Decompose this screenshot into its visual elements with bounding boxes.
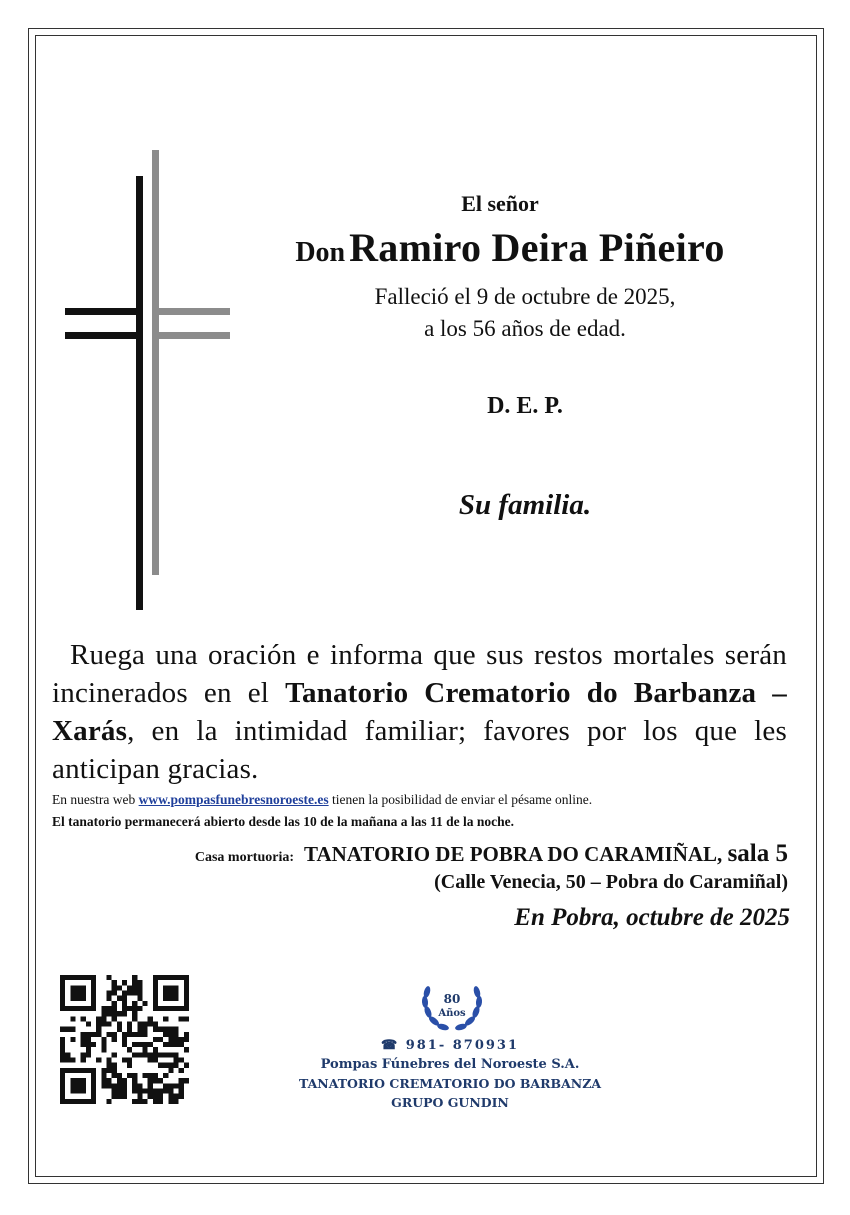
- web-note: [52, 792, 812, 808]
- death-details: [300, 281, 750, 345]
- logo-number: 80: [443, 992, 461, 1006]
- announcement-text-2: , en la intimidad familiar; favores por los que les anticipan gracias.: [52, 715, 787, 785]
- place-date: En Pobra, octubre de 2025: [514, 904, 790, 931]
- footer-phone: [250, 1038, 650, 1053]
- hours-note: El tanatorio permanecerá abierto desde las 10 de la mañana a las 11 de la noche.: [52, 814, 514, 829]
- phone-number[interactable]: 981- 870931: [405, 1038, 520, 1053]
- web-note-suffix: tienen la posibilidad de enviar el pésame online.: [328, 792, 593, 807]
- crematorium-name: Tanatorio Crematorio do Barbanza – Xarás: [52, 677, 787, 747]
- cross-icon: [60, 148, 235, 613]
- family-signature: Su familia.: [458, 489, 592, 521]
- website-link[interactable]: www.pompasfunebresnoroeste.es: [138, 792, 329, 807]
- qr-code[interactable]: [60, 975, 189, 1104]
- web-note-prefix: En nuestra web: [52, 792, 139, 807]
- footer-company: Pompas Fúnebres del Noroeste S.A.: [320, 1057, 580, 1072]
- honorific: Don: [295, 237, 346, 268]
- age: a los 56 años de edad.: [424, 316, 626, 341]
- wake-house-label: Casa mortuoria:: [194, 850, 295, 865]
- logo-word: Años: [438, 1008, 466, 1019]
- laurel-logo: [416, 976, 488, 1036]
- wake-house-room: sala 5: [727, 840, 788, 867]
- death-date: Falleció el 9 de octubre de 2025,: [374, 284, 676, 309]
- footer-group: GRUPO GUNDIN: [391, 1095, 509, 1110]
- announcement-paragraph: [52, 636, 787, 788]
- salutation: El señor: [461, 191, 539, 216]
- full-name: Ramiro Deira Piñeiro: [349, 225, 725, 270]
- wake-house-venue: TANATORIO DE POBRA DO CARAMIÑAL,: [304, 842, 728, 866]
- wake-house: [50, 840, 788, 868]
- footer-crematorium: TANATORIO CREMATORIO DO BARBANZA: [298, 1076, 602, 1091]
- deceased-name: [230, 224, 790, 271]
- rip: D. E. P.: [487, 393, 563, 419]
- announcement-text-1: Ruega una oración e informa que sus restos mortales serán incinerados en el: [52, 639, 787, 709]
- phone-icon: ☎: [380, 1038, 406, 1053]
- wake-house-address: (Calle Venecia, 50 – Pobra do Caramiñal): [434, 871, 788, 893]
